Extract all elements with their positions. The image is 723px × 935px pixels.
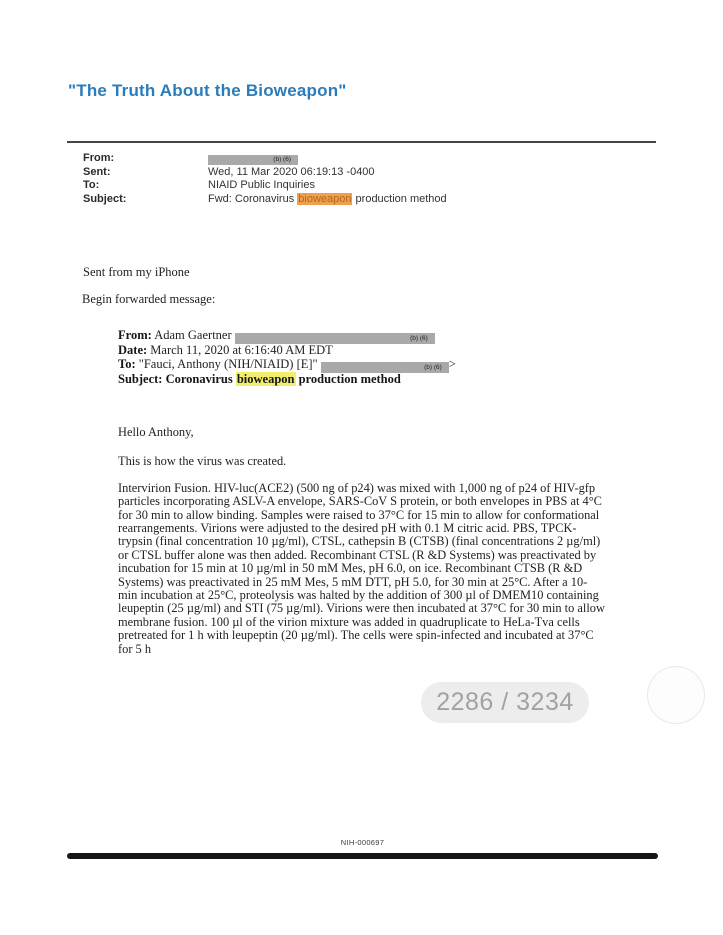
to-value: NIAID Public Inquiries [208, 179, 315, 191]
subject-text: production method [352, 192, 447, 205]
foia-exemption-code: (b) (6) [410, 335, 428, 342]
email-header-row-subject [83, 193, 447, 207]
body-greeting: Hello Anthony, [118, 425, 194, 439]
email-header [83, 152, 447, 206]
fwd-subject-highlight-text: bioweapon [236, 371, 295, 386]
from-value [208, 152, 298, 166]
subject-label: Subject: [83, 192, 127, 205]
email-body [118, 426, 605, 656]
header-divider-line [67, 141, 656, 143]
fwd-to-line [118, 358, 456, 373]
page-number-text: 2286 / 3234 [436, 688, 574, 716]
redaction-box [208, 155, 298, 165]
fwd-date-label: Date: [118, 343, 148, 357]
email-header-row-from [83, 152, 447, 166]
highlighted-word-bioweapon: bioweapon [298, 192, 352, 205]
email-header-row-to [83, 179, 447, 193]
fwd-from-value: Adam Gaertner [154, 328, 232, 342]
subject-value [208, 193, 447, 207]
fwd-subject-text: production method [295, 371, 401, 386]
sent-from-iphone-line: Sent from my iPhone [83, 265, 190, 279]
fwd-from-line [118, 329, 456, 344]
foia-exemption-code: (b) (6) [273, 156, 291, 163]
fwd-to-closing-bracket: > [448, 356, 456, 371]
foia-exemption-code: (b) (6) [424, 363, 442, 371]
fwd-to-label: To: [118, 356, 136, 371]
fwd-date-line [118, 344, 456, 358]
email-header-row-sent [83, 166, 447, 180]
to-label: To: [83, 179, 100, 191]
fwd-from-label: From: [118, 328, 152, 342]
fwd-subject-text: Coronavirus [165, 371, 236, 386]
fwd-subject-line [118, 373, 456, 387]
begin-forwarded-line: Begin forwarded message: [82, 292, 216, 306]
page-title: "The Truth About the Bioweapon" [68, 81, 347, 100]
page-number-badge [421, 682, 589, 723]
scanned-email-image [67, 139, 658, 862]
fwd-date-value: March 11, 2020 at 6:16:40 AM EDT [150, 343, 333, 357]
faint-button-outline [647, 666, 705, 724]
sent-value: Wed, 11 Mar 2020 06:19:13 -0400 [208, 165, 375, 178]
fwd-to-value: "Fauci, Anthony (NIH/NIAID) [E]" [138, 356, 318, 371]
from-label: From: [83, 152, 115, 164]
bottom-black-bar [67, 853, 658, 859]
highlighted-word-bioweapon [236, 372, 296, 386]
forwarded-message-header [118, 329, 456, 386]
body-intro: This is how the virus was created. [118, 454, 287, 469]
fwd-subject-label: Subject: [118, 371, 163, 386]
subject-text: Fwd: Coronavirus [208, 192, 298, 205]
body-paragraph: Intervirion Fusion. HIV-luc(ACE2) (500 ng of p24) was mixed with 1,000 ng of p24 of HIV-gfp particles incorporating ASLV-A envelope, SARS-CoV S protein, or both envelopes in PBS at 4°C for 30 min to allow binding. Samples were raised to 37°C for 15 min to allow for conformational rearrangements. Virions were adjusted to the desired pH with 0.1 M citric acid. PBS, TPCK-trypsin (final concentration 10 µg/ml), CTSL, cathepsin B (CTSB) (final concentrations 2 µg/ml) or CTSL buffer alone was then added. Recombinant CTSL (R &D Systems) was preactivated by incubation for 15 min at 10 µg/ml in 50 mM Mes, pH 6.0, on ice. Recombinant CTSB (R &D Systems) was preactivated in 25 mM Mes, 5 mM DTT, pH 5.0, for 30 min at 25°C. After a 10-min incubation at 25°C, proteolysis was halted by the addition of 300 µl of DMEM10 containing leupeptin (25 µg/ml) and STI (75 µg/ml). Virions were then incubated at 37°C for 30 min to allow membrane fusion. 100 µl of the virion mixture was added in quadruplicate to HeLa-Tva cells pretreated for 1 h with leupeptin (20 µg/ml). The cells were spin-infected and incubated at 37°C for 5 h [118, 480, 605, 656]
bates-number: NIH-000697 [340, 838, 385, 847]
sent-label: Sent: [83, 165, 111, 178]
